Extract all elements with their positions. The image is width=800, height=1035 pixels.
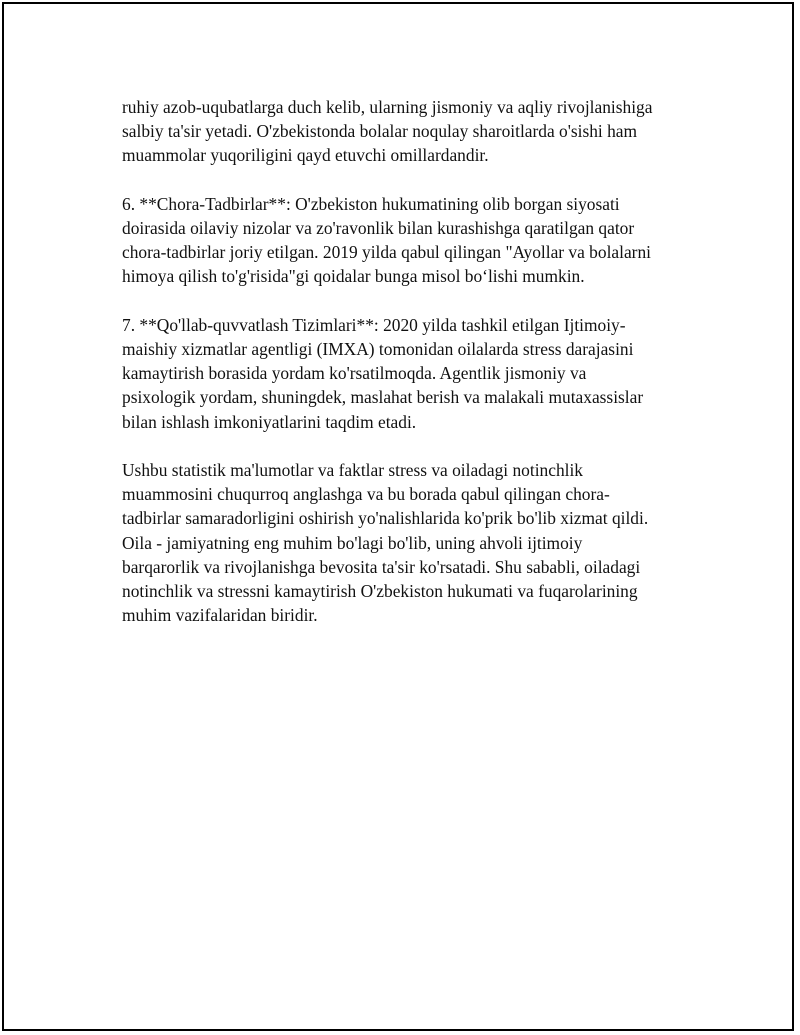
text-line: salbiy ta'sir yetadi. O'zbekistonda bolalar noqulay sharoitlarda o'sishi ham [122,121,638,142]
text-line: Ushbu statistik ma'lumotlar va faktlar stress va oiladagi notinchlik [122,460,583,480]
paragraph-continuation [122,95,712,168]
text-line: Oila - jamiyatning eng muhim bo'lagi bo'lib, uning ahvoli ijtimoiy [122,532,583,553]
text-line: himoya qilish to'g'risida"gi qoidalar bunga misol bo‘lishi mumkin. [122,266,585,287]
text-line: tadbirlar samaradorligini oshirish yo'nalishlarida ko'prik bo'lib xizmat qildi. [122,508,649,529]
text-line: bilan ishlash imkoniyatlarini taqdim etadi. [122,411,417,432]
paragraph-qollab-quvvatlash [122,313,712,434]
text-line: maishiy xizmatlar agentligi (IMXA) tomonidan oilalarda stress darajasini [122,339,634,359]
text-line: barqarorlik va rivojlanishga bevosita ta'sir ko'rsatadi. Shu sababli, oiladagi [122,556,641,577]
page-frame [2,2,794,1031]
paragraph-conclusion [122,458,712,627]
text-line: notinchlik va stressni kamaytirish O'zbekiston hukumati va fuqarolarining [122,581,638,602]
text-line: chora-tadbirlar joriy etilgan. 2019 yilda qabul qilingan "Ayollar va bolalarni [122,242,651,263]
text-line: kamaytirish borasida yordam ko'rsatilmoqda. Agentlik jismoniy va [122,363,587,384]
text-line: muammosini chuqurroq anglashga va bu borada qabul qilingan chora- [122,484,610,505]
text-line: ruhiy azob-uqubatlarga duch kelib, ularning jismoniy va aqliy rivojlanishiga [122,97,653,117]
text-line: psixologik yordam, shuningdek, maslahat berish va malakali mutaxassislar [122,387,644,408]
text-line: doirasida oilaviy nizolar va zo'ravonlik bilan kurashishga qaratilgan qator [122,218,635,238]
document-body [122,95,712,652]
text-line: 7. **Qo'llab-quvvatlash Tizimlari**: 2020 yilda tashkil etilgan Ijtimoiy- [122,314,626,335]
paragraph-chora-tadbirlar [122,192,712,289]
text-line: muammolar yuqoriligini qayd etuvchi omillardandir. [122,145,489,166]
text-line: 6. **Chora-Tadbirlar**: O'zbekiston hukumatining olib borgan siyosati [122,193,620,214]
text-line: muhim vazifalaridan biridir. [122,605,318,626]
